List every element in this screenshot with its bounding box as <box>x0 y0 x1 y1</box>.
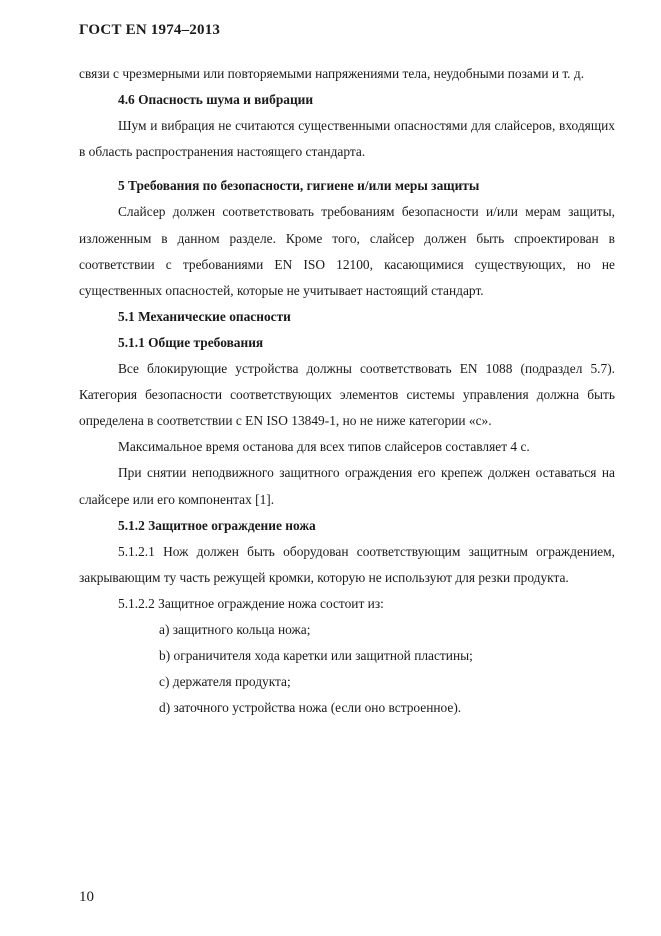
paragraph-5-1-1-b: Максимальное время останова для всех типов слайсеров составляет 4 с. <box>118 439 530 455</box>
heading-4-6: 4.6 Опасность шума и вибрации <box>118 92 314 108</box>
document-header: ГОСТ EN 1974–2013 <box>79 22 221 38</box>
list-item: c) держателя продукта; <box>159 674 291 690</box>
paragraph-5-1-2-2: 5.1.2.2 Защитное ограждение ножа состоит из: <box>118 595 384 611</box>
heading-5-1: 5.1 Механические опасности <box>118 308 291 324</box>
heading-5-1-2: 5.1.2 Защитное ограждение ножа <box>118 517 316 533</box>
list-item: b) ограничителя хода каретки или защитной пластины; <box>159 648 473 664</box>
paragraph-continuation: связи с чрезмерными или повторяемыми напряжениями тела, неудобными позами и т. д. <box>79 66 585 81</box>
page-number: 10 <box>79 889 94 905</box>
list-item: a) защитного кольца ножа; <box>159 621 311 637</box>
document-body <box>79 61 615 721</box>
heading-5-1-1: 5.1.1 Общие требования <box>118 334 264 350</box>
paragraph-5: Слайсер должен соответствовать требованиям безопасности и/или мерам защиты, изложенным в данном разделе. Кроме того, слайсер должен быть спроектирован в соответствии с требованиями EN ISO 12100, касающимися существующих, но не существенных опасностей, которые не учитывает настоящий стандарт. <box>79 204 615 298</box>
paragraph-5-1-2-1: 5.1.2.1 Нож должен быть оборудован соответствующим защитным ограждением, закрывающим ту часть режущей кромки, которую не используют для резки продукта. <box>79 543 615 585</box>
paragraph-4-6: Шум и вибрация не считаются существенными опасностями для слайсеров, входящих в область распространения настоящего стандарта. <box>79 118 615 160</box>
paragraph-5-1-1-c: При снятии неподвижного защитного ограждения его крепеж должен оставаться на слайсере или его компонентах [1]. <box>79 465 615 507</box>
list-item: d) заточного устройства ножа (если оно встроенное). <box>159 700 462 716</box>
heading-5: 5 Требования по безопасности, гигиене и/или меры защиты <box>118 178 480 194</box>
paragraph-5-1-1-a: Все блокирующие устройства должны соответствовать EN 1088 (подраздел 5.7). Категория безопасности соответствующих элементов системы управления должна быть определена в соответствии с EN ISO 13849-1, но не ниже категории «с». <box>79 361 615 429</box>
